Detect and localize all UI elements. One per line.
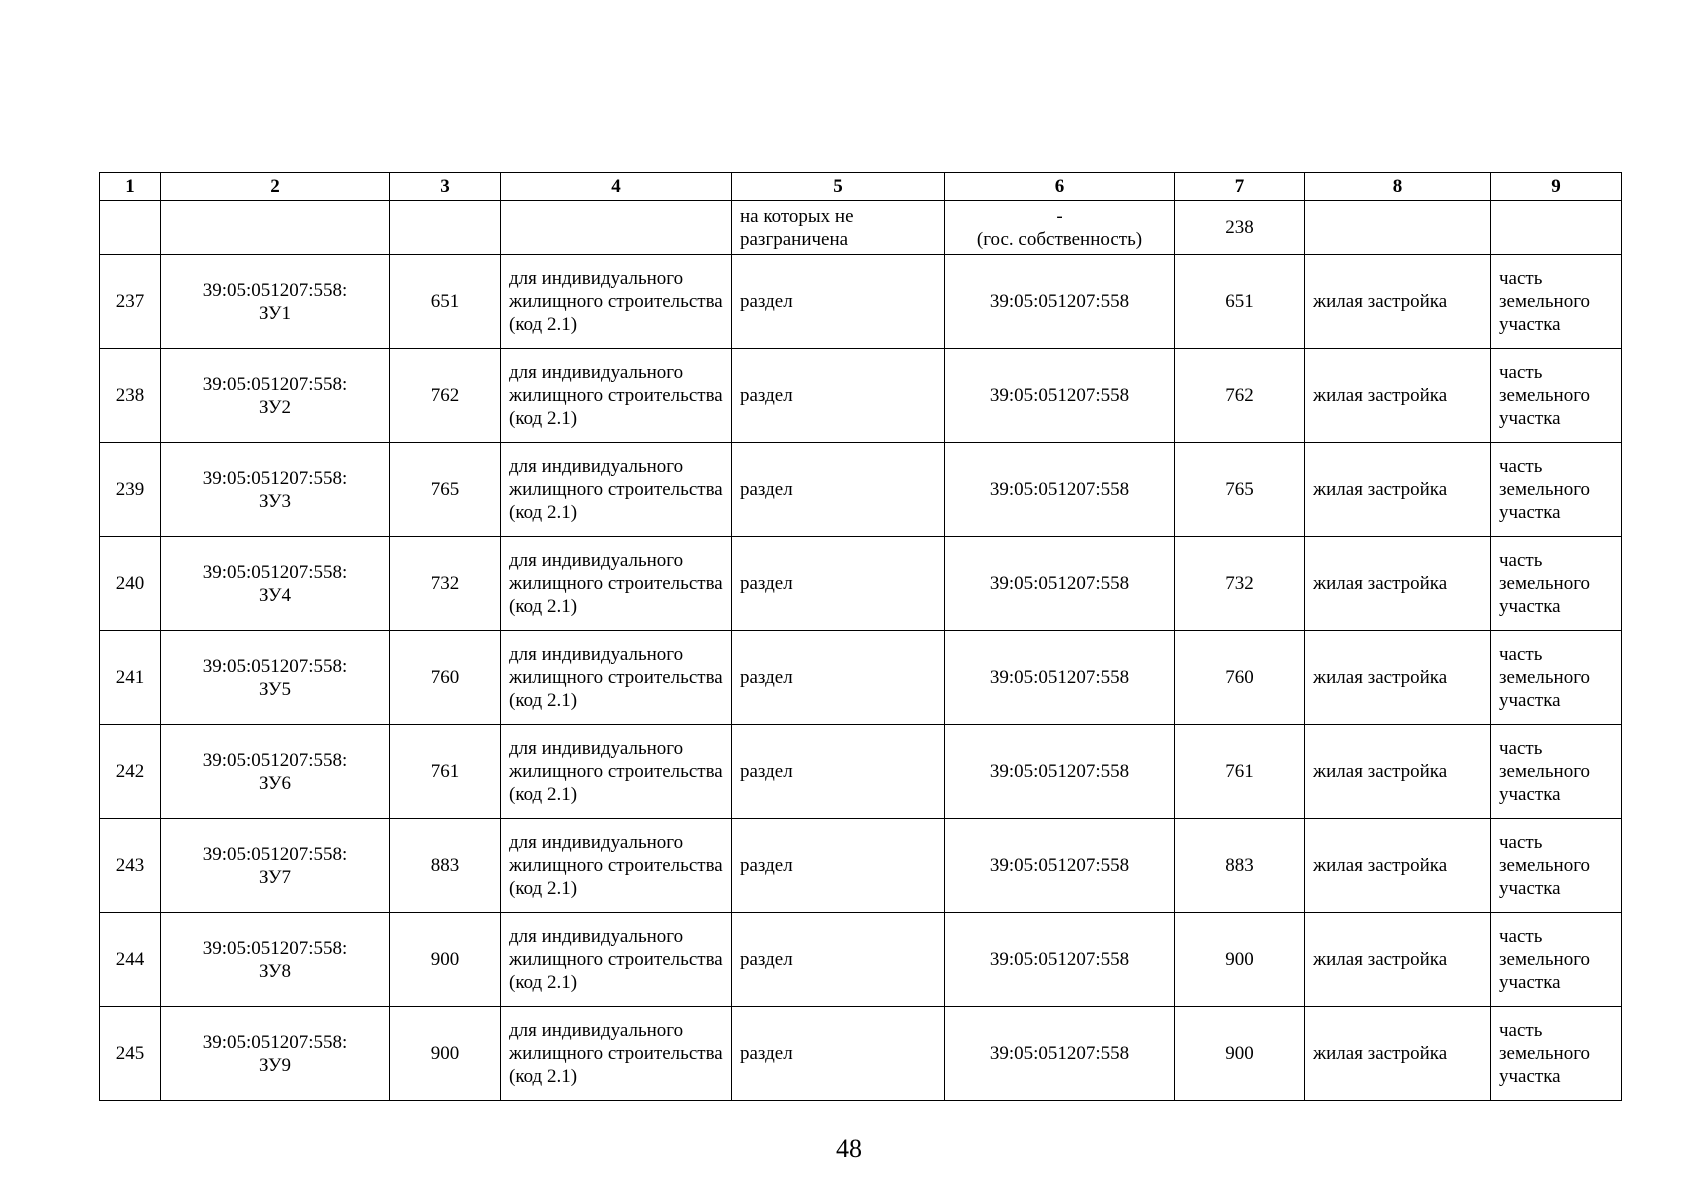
cont-cell-9 [1491,201,1622,255]
cont-cell-6-line2: (гос. собственность) [976,228,1143,250]
cadastral-number-cell [161,1007,390,1101]
note-cell: часть земельного участка [1491,255,1622,349]
header-col-1: 1 [100,173,161,201]
permitted-use-cell: для индивидуального жилищного строительства (код 2.1) [501,255,732,349]
cadastral-number-cell [161,819,390,913]
note-cell: часть земельного участка [1491,1007,1622,1101]
territorial-zone-cell: жилая застройка [1305,537,1491,631]
source-plot-cell: 39:05:051207:558 [945,913,1175,1007]
table-row [100,631,1622,725]
plot-area-cell: 760 [390,631,501,725]
formation-method-cell: раздел [732,537,945,631]
row-number-cell: 243 [100,819,161,913]
note-cell: часть земельного участка [1491,537,1622,631]
territorial-zone-cell: жилая застройка [1305,255,1491,349]
page-number: 48 [836,1134,862,1163]
cont-cell-2 [161,201,390,255]
cadastral-number-cell [161,913,390,1007]
formation-method-cell: раздел [732,913,945,1007]
plot-area-cell: 732 [390,537,501,631]
source-area-cell: 900 [1175,913,1305,1007]
header-col-5: 5 [732,173,945,201]
table-row [100,349,1622,443]
table-row [100,725,1622,819]
cadastral-number-line1: 39:05:051207:558: [202,843,348,865]
plot-area-cell: 900 [390,913,501,1007]
cadastral-number-line2: ЗУ8 [259,960,291,982]
cadastral-number-cell [161,255,390,349]
header-col-4: 4 [501,173,732,201]
row-number-cell: 237 [100,255,161,349]
source-area-cell: 900 [1175,1007,1305,1101]
cadastral-number-line2: ЗУ6 [259,772,291,794]
cadastral-number-line1: 39:05:051207:558: [202,1031,348,1053]
source-plot-cell: 39:05:051207:558 [945,443,1175,537]
plot-area-cell: 761 [390,725,501,819]
source-area-cell: 762 [1175,349,1305,443]
permitted-use-cell: для индивидуального жилищного строительства (код 2.1) [501,725,732,819]
header-col-6: 6 [945,173,1175,201]
territorial-zone-cell: жилая застройка [1305,1007,1491,1101]
table-row [100,819,1622,913]
header-col-3: 3 [390,173,501,201]
source-plot-cell: 39:05:051207:558 [945,349,1175,443]
cadastral-number-line2: ЗУ5 [259,678,291,700]
cont-cell-6-line1: - [1056,205,1063,227]
cadastral-number-line2: ЗУ7 [259,866,291,888]
header-col-2: 2 [161,173,390,201]
row-number-cell: 242 [100,725,161,819]
permitted-use-cell: для индивидуального жилищного строительства (код 2.1) [501,443,732,537]
note-cell: часть земельного участка [1491,819,1622,913]
cadastral-number-line2: ЗУ4 [259,584,291,606]
source-area-cell: 760 [1175,631,1305,725]
formation-method-cell: раздел [732,349,945,443]
land-plots-table [99,172,1622,1101]
cadastral-number-line2: ЗУ1 [259,302,291,324]
permitted-use-cell: для индивидуального жилищного строительства (код 2.1) [501,537,732,631]
formation-method-cell: раздел [732,725,945,819]
table-row [100,913,1622,1007]
note-cell: часть земельного участка [1491,443,1622,537]
row-number-cell: 238 [100,349,161,443]
source-area-cell: 761 [1175,725,1305,819]
permitted-use-cell: для индивидуального жилищного строительства (код 2.1) [501,913,732,1007]
territorial-zone-cell: жилая застройка [1305,443,1491,537]
cadastral-number-cell [161,349,390,443]
header-row [100,173,1622,201]
territorial-zone-cell: жилая застройка [1305,819,1491,913]
cadastral-number-line1: 39:05:051207:558: [202,279,348,301]
formation-method-cell: раздел [732,631,945,725]
formation-method-cell: раздел [732,819,945,913]
permitted-use-cell: для индивидуального жилищного строительства (код 2.1) [501,349,732,443]
plot-area-cell: 651 [390,255,501,349]
note-cell: часть земельного участка [1491,725,1622,819]
source-area-cell: 765 [1175,443,1305,537]
plot-area-cell: 900 [390,1007,501,1101]
source-plot-cell: 39:05:051207:558 [945,1007,1175,1101]
cont-cell-3 [390,201,501,255]
permitted-use-cell: для индивидуального жилищного строительства (код 2.1) [501,631,732,725]
source-plot-cell: 39:05:051207:558 [945,631,1175,725]
cadastral-number-line1: 39:05:051207:558: [202,937,348,959]
cadastral-number-line1: 39:05:051207:558: [202,561,348,583]
row-number-cell: 240 [100,537,161,631]
cadastral-number-line2: ЗУ9 [259,1054,291,1076]
header-col-9: 9 [1491,173,1622,201]
cadastral-number-cell [161,631,390,725]
source-area-cell: 732 [1175,537,1305,631]
row-number-cell: 241 [100,631,161,725]
table-row [100,255,1622,349]
cadastral-number-line2: ЗУ3 [259,490,291,512]
cont-cell-7: 238 [1175,201,1305,255]
note-cell: часть земельного участка [1491,349,1622,443]
cadastral-number-line1: 39:05:051207:558: [202,373,348,395]
source-plot-cell: 39:05:051207:558 [945,255,1175,349]
table-body [100,201,1622,1101]
territorial-zone-cell: жилая застройка [1305,349,1491,443]
territorial-zone-cell: жилая застройка [1305,725,1491,819]
cont-cell-8 [1305,201,1491,255]
row-number-cell: 239 [100,443,161,537]
formation-method-cell: раздел [732,443,945,537]
cont-cell-5: на которых не разграничена [732,201,945,255]
table-row [100,443,1622,537]
cadastral-number-line1: 39:05:051207:558: [202,467,348,489]
row-number-cell: 244 [100,913,161,1007]
cadastral-number-line1: 39:05:051207:558: [202,655,348,677]
cont-cell-6 [945,201,1175,255]
formation-method-cell: раздел [732,1007,945,1101]
note-cell: часть земельного участка [1491,631,1622,725]
continuation-row [100,201,1622,255]
source-plot-cell: 39:05:051207:558 [945,725,1175,819]
territorial-zone-cell: жилая застройка [1305,631,1491,725]
permitted-use-cell: для индивидуального жилищного строительства (код 2.1) [501,1007,732,1101]
plot-area-cell: 765 [390,443,501,537]
source-plot-cell: 39:05:051207:558 [945,819,1175,913]
row-number-cell: 245 [100,1007,161,1101]
plot-area-cell: 762 [390,349,501,443]
table-header [100,173,1622,201]
header-col-8: 8 [1305,173,1491,201]
cadastral-number-cell [161,725,390,819]
cont-cell-4 [501,201,732,255]
cadastral-number-line1: 39:05:051207:558: [202,749,348,771]
cadastral-number-cell [161,537,390,631]
header-col-7: 7 [1175,173,1305,201]
formation-method-cell: раздел [732,255,945,349]
source-area-cell: 883 [1175,819,1305,913]
note-cell: часть земельного участка [1491,913,1622,1007]
cadastral-number-cell [161,443,390,537]
cadastral-number-line2: ЗУ2 [259,396,291,418]
permitted-use-cell: для индивидуального жилищного строительства (код 2.1) [501,819,732,913]
cont-cell-1 [100,201,161,255]
table-row [100,1007,1622,1101]
plot-area-cell: 883 [390,819,501,913]
source-area-cell: 651 [1175,255,1305,349]
source-plot-cell: 39:05:051207:558 [945,537,1175,631]
territorial-zone-cell: жилая застройка [1305,913,1491,1007]
table-row [100,537,1622,631]
